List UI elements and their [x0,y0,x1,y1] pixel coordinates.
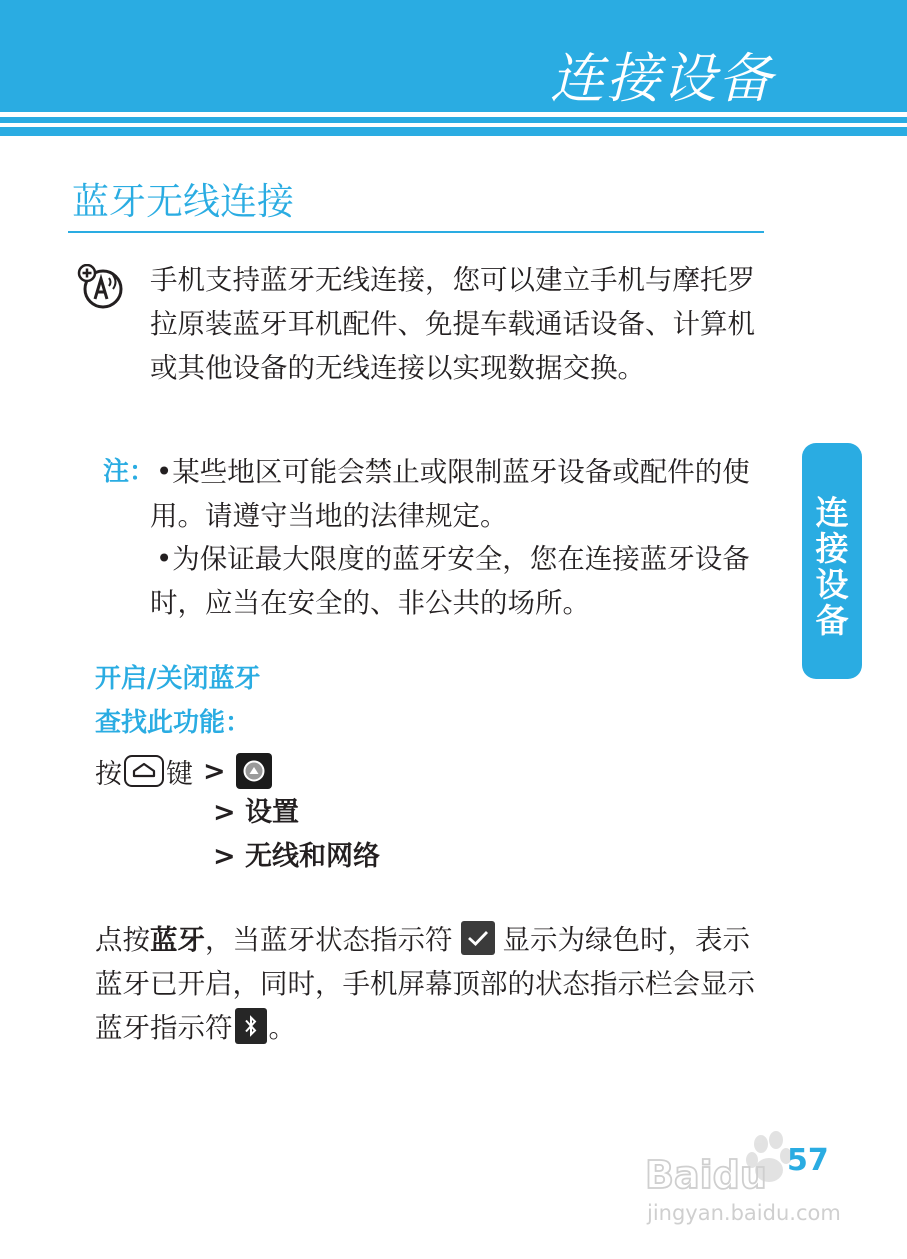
baidu-watermark [643,1130,863,1230]
find-feature-label: 查找此功能： [95,708,252,738]
body-text: 显示为绿色时，表示蓝牙已开启，同时，手机屏幕顶部的状态指示栏会显示蓝牙指示符 [95,924,755,1044]
header-rule [0,127,907,136]
navigation-step [95,752,272,790]
side-tab-char: 连 [815,493,849,532]
side-tab-char: 备 [815,601,849,640]
side-tab-label [802,495,862,639]
body-paragraph [95,918,760,1050]
body-text: 点按 [95,924,150,956]
section-title: 蓝牙无线连接 [72,180,294,223]
checkmark-icon [461,921,495,955]
menu-step-wireless: > 无线和网络 [213,841,381,872]
chapter-side-tab [802,443,862,679]
step-press-text: 按 [95,758,122,790]
section-divider [68,231,764,233]
note-label: 注： [103,457,156,487]
bluetooth-term: 蓝牙 [150,924,205,956]
body-text: ，当蓝牙状态指示符 [205,924,453,956]
step-key-text: 键 [166,758,193,790]
side-tab-char: 接 [815,529,849,568]
side-tab-char: 设 [815,565,849,604]
app-menu-icon [236,753,272,789]
step-arrow: > [203,755,226,787]
header-rule [0,117,907,123]
motorola-feature-icon [76,264,130,310]
note-item: •某些地区可能会禁止或限制蓝牙设备或配件的使用。请遵守当地的法律规定。 [150,456,750,532]
menu-step-settings: > 设置 [213,797,300,828]
body-text: 。 [268,1012,296,1044]
svg-text:Baidu: Baidu [645,1153,767,1197]
note-item: •为保证最大限度的蓝牙安全，您在连接蓝牙设备时，应当在安全的、非公共的场所。 [150,543,750,619]
intro-paragraph: 手机支持蓝牙无线连接，您可以建立手机与摩托罗拉原装蓝牙耳机配件、免提车载通话设备、计算机或其他设备的无线连接以实现数据交换。 [150,264,755,384]
svg-text:jingyan.baidu.com: jingyan.baidu.com [647,1201,841,1225]
feature-title: 开启/关闭蓝牙 [95,664,261,694]
bluetooth-icon [235,1008,267,1044]
home-key-icon [124,755,164,787]
page-number: 57 [787,1143,829,1178]
chapter-title: 连接设备 [550,47,774,110]
